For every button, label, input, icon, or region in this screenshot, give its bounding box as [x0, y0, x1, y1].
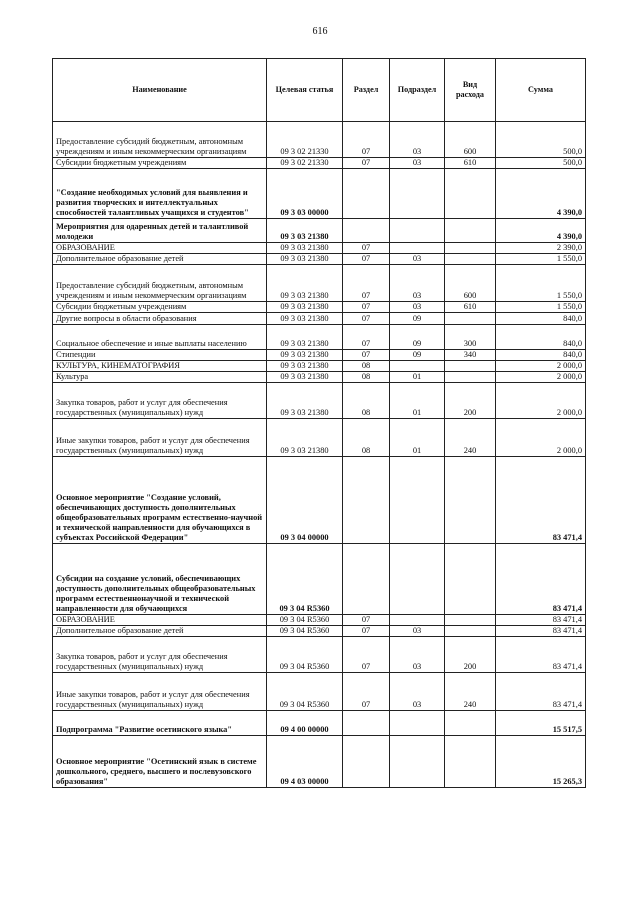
row-section-cell: 07: [343, 313, 390, 325]
row-target-article-cell: 09 4 00 00000: [267, 711, 343, 736]
row-target-article-cell: 09 3 03 21380: [267, 302, 343, 313]
row-name-cell: Мероприятия для одаренных детей и талантливой молодежи: [53, 219, 267, 243]
table-row: [53, 313, 586, 325]
row-target-article-cell: 09 3 03 21380: [267, 219, 343, 243]
table-row: [53, 302, 586, 313]
row-expense-type-cell: 200: [445, 383, 496, 419]
row-section-cell: 08: [343, 383, 390, 419]
row-name-cell: "Создание необходимых условий для выявления и развития творческих и интеллектуальных способностей талантливых учащихся и студентов": [53, 169, 267, 219]
row-name-cell: Социальное обеспечение и иные выплаты населению: [53, 325, 267, 350]
row-section-cell: 07: [343, 158, 390, 169]
row-name-cell: Субсидии на создание условий, обеспечивающих доступность дополнительных общеобразовательных программ естественнонаучной и технической направленности для обучающихся: [53, 544, 267, 615]
table-row: [53, 219, 586, 243]
row-target-article-cell: 09 3 03 21380: [267, 313, 343, 325]
column-header-subsection: Подраздел: [390, 59, 445, 122]
row-name-cell: Подпрограмма "Развитие осетинского языка": [53, 711, 267, 736]
row-name-cell: Субсидии бюджетным учреждениям: [53, 302, 267, 313]
row-expense-type-cell: [445, 243, 496, 254]
row-expense-type-cell: [445, 711, 496, 736]
row-name-cell: Культура: [53, 372, 267, 383]
row-expense-type-cell: 240: [445, 419, 496, 457]
row-sum-cell: 83 471,4: [496, 544, 586, 615]
row-section-cell: [343, 219, 390, 243]
row-expense-type-cell: 600: [445, 265, 496, 302]
row-sum-cell: 2 000,0: [496, 383, 586, 419]
row-expense-type-cell: [445, 626, 496, 637]
column-header-target-article: Целевая статья: [267, 59, 343, 122]
table-row: [53, 372, 586, 383]
row-sum-cell: 4 390,0: [496, 169, 586, 219]
row-sum-cell: 500,0: [496, 122, 586, 158]
row-sum-cell: 1 550,0: [496, 254, 586, 265]
row-expense-type-cell: [445, 736, 496, 788]
table-row: [53, 383, 586, 419]
row-subsection-cell: [390, 615, 445, 626]
row-subsection-cell: 03: [390, 158, 445, 169]
row-target-article-cell: 09 3 02 21330: [267, 122, 343, 158]
table-row: [53, 615, 586, 626]
row-sum-cell: 4 390,0: [496, 219, 586, 243]
row-name-cell: КУЛЬТУРА, КИНЕМАТОГРАФИЯ: [53, 361, 267, 372]
row-expense-type-cell: 610: [445, 158, 496, 169]
row-subsection-cell: 01: [390, 419, 445, 457]
row-section-cell: 07: [343, 626, 390, 637]
row-target-article-cell: 09 3 03 21380: [267, 254, 343, 265]
row-subsection-cell: 03: [390, 122, 445, 158]
row-target-article-cell: 09 3 02 21330: [267, 158, 343, 169]
row-target-article-cell: 09 3 04 R5360: [267, 637, 343, 673]
row-section-cell: 07: [343, 350, 390, 361]
row-name-cell: Стипендии: [53, 350, 267, 361]
row-name-cell: Дополнительное образование детей: [53, 254, 267, 265]
row-expense-type-cell: 600: [445, 122, 496, 158]
row-subsection-cell: 01: [390, 383, 445, 419]
row-expense-type-cell: [445, 169, 496, 219]
row-target-article-cell: 09 4 03 00000: [267, 736, 343, 788]
row-subsection-cell: [390, 169, 445, 219]
table-header-row: [53, 59, 586, 122]
row-expense-type-cell: 340: [445, 350, 496, 361]
row-target-article-cell: 09 3 04 R5360: [267, 615, 343, 626]
table-row: [53, 361, 586, 372]
row-subsection-cell: [390, 361, 445, 372]
row-expense-type-cell: [445, 457, 496, 544]
row-subsection-cell: [390, 736, 445, 788]
table-row: [53, 419, 586, 457]
row-subsection-cell: 01: [390, 372, 445, 383]
row-section-cell: [343, 736, 390, 788]
row-sum-cell: 2 000,0: [496, 361, 586, 372]
page-number: 616: [312, 26, 328, 37]
row-section-cell: 07: [343, 243, 390, 254]
row-sum-cell: 83 471,4: [496, 637, 586, 673]
table-row: [53, 158, 586, 169]
row-sum-cell: 2 000,0: [496, 372, 586, 383]
row-sum-cell: 2 390,0: [496, 243, 586, 254]
row-sum-cell: 2 000,0: [496, 419, 586, 457]
row-section-cell: 08: [343, 361, 390, 372]
row-sum-cell: 83 471,4: [496, 626, 586, 637]
row-expense-type-cell: 200: [445, 637, 496, 673]
row-subsection-cell: [390, 544, 445, 615]
row-expense-type-cell: [445, 615, 496, 626]
row-target-article-cell: 09 3 03 21380: [267, 372, 343, 383]
row-sum-cell: 83 471,4: [496, 673, 586, 711]
row-subsection-cell: [390, 219, 445, 243]
column-header-section: Раздел: [343, 59, 390, 122]
row-target-article-cell: 09 3 03 21380: [267, 419, 343, 457]
row-target-article-cell: 09 3 04 00000: [267, 457, 343, 544]
table-row: [53, 350, 586, 361]
row-sum-cell: 840,0: [496, 350, 586, 361]
row-sum-cell: 83 471,4: [496, 615, 586, 626]
row-name-cell: Дополнительное образование детей: [53, 626, 267, 637]
column-header-expense-type: Вид расхода: [445, 59, 496, 122]
row-expense-type-cell: 240: [445, 673, 496, 711]
row-target-article-cell: 09 3 04 R5360: [267, 626, 343, 637]
table-row: [53, 325, 586, 350]
row-name-cell: ОБРАЗОВАНИЕ: [53, 243, 267, 254]
row-section-cell: 07: [343, 615, 390, 626]
row-subsection-cell: [390, 711, 445, 736]
row-subsection-cell: 03: [390, 254, 445, 265]
row-target-article-cell: 09 3 03 21380: [267, 361, 343, 372]
row-target-article-cell: 09 3 03 21380: [267, 325, 343, 350]
table-row: [53, 243, 586, 254]
row-name-cell: Иные закупки товаров, работ и услуг для обеспечения государственных (муниципальных) нужд: [53, 673, 267, 711]
row-section-cell: 07: [343, 637, 390, 673]
row-target-article-cell: 09 3 03 21380: [267, 265, 343, 302]
row-name-cell: Основное мероприятие "Осетинский язык в системе дошкольного, среднего, высшего и послевузовского образования": [53, 736, 267, 788]
column-header-name: Наименование: [53, 59, 267, 122]
table-row: [53, 169, 586, 219]
row-section-cell: [343, 457, 390, 544]
column-header-sum: Сумма: [496, 59, 586, 122]
row-expense-type-cell: [445, 361, 496, 372]
row-name-cell: Предоставление субсидий бюджетным, автономным учреждениям и иным некоммерческим организациям: [53, 265, 267, 302]
row-name-cell: Основное мероприятие "Создание условий, обеспечивающих доступность дополнительных общеобразовательных программ естественно-научной и технической направленности для обучающихся в субъектах Российской Федерации": [53, 457, 267, 544]
table-body: [53, 122, 586, 788]
row-target-article-cell: 09 3 03 21380: [267, 243, 343, 254]
row-target-article-cell: 09 3 04 R5360: [267, 544, 343, 615]
row-subsection-cell: 09: [390, 325, 445, 350]
row-subsection-cell: 03: [390, 637, 445, 673]
row-section-cell: [343, 711, 390, 736]
row-sum-cell: 1 550,0: [496, 302, 586, 313]
row-sum-cell: 840,0: [496, 325, 586, 350]
row-sum-cell: 83 471,4: [496, 457, 586, 544]
row-section-cell: [343, 169, 390, 219]
row-section-cell: 07: [343, 673, 390, 711]
row-subsection-cell: 03: [390, 302, 445, 313]
row-target-article-cell: 09 3 03 21380: [267, 350, 343, 361]
row-name-cell: Закупка товаров, работ и услуг для обеспечения государственных (муниципальных) нужд: [53, 637, 267, 673]
row-subsection-cell: [390, 243, 445, 254]
row-name-cell: Другие вопросы в области образования: [53, 313, 267, 325]
row-section-cell: 07: [343, 302, 390, 313]
row-section-cell: 07: [343, 325, 390, 350]
row-section-cell: 07: [343, 265, 390, 302]
budget-table: [52, 58, 586, 788]
table-row: [53, 544, 586, 615]
row-expense-type-cell: 300: [445, 325, 496, 350]
row-sum-cell: 840,0: [496, 313, 586, 325]
row-section-cell: 07: [343, 254, 390, 265]
row-sum-cell: 15 265,3: [496, 736, 586, 788]
row-name-cell: Закупка товаров, работ и услуг для обеспечения государственных (муниципальных) нужд: [53, 383, 267, 419]
row-section-cell: 08: [343, 419, 390, 457]
table-row: [53, 122, 586, 158]
row-sum-cell: 15 517,5: [496, 711, 586, 736]
table-row: [53, 673, 586, 711]
row-subsection-cell: [390, 457, 445, 544]
row-expense-type-cell: [445, 254, 496, 265]
table-row: [53, 626, 586, 637]
row-expense-type-cell: 610: [445, 302, 496, 313]
row-expense-type-cell: [445, 544, 496, 615]
table-row: [53, 736, 586, 788]
table-row: [53, 265, 586, 302]
table-row: [53, 637, 586, 673]
table-row: [53, 711, 586, 736]
row-subsection-cell: 03: [390, 626, 445, 637]
row-expense-type-cell: [445, 372, 496, 383]
row-subsection-cell: 09: [390, 350, 445, 361]
table-row: [53, 457, 586, 544]
row-name-cell: Предоставление субсидий бюджетным, автономным учреждениям и иным некоммерческим организациям: [53, 122, 267, 158]
row-subsection-cell: 03: [390, 265, 445, 302]
row-subsection-cell: 03: [390, 673, 445, 711]
row-sum-cell: 500,0: [496, 158, 586, 169]
row-section-cell: 08: [343, 372, 390, 383]
row-subsection-cell: 09: [390, 313, 445, 325]
row-sum-cell: 1 550,0: [496, 265, 586, 302]
table-row: [53, 254, 586, 265]
row-target-article-cell: 09 3 03 21380: [267, 383, 343, 419]
row-name-cell: ОБРАЗОВАНИЕ: [53, 615, 267, 626]
row-target-article-cell: 09 3 04 R5360: [267, 673, 343, 711]
row-target-article-cell: 09 3 03 00000: [267, 169, 343, 219]
row-section-cell: [343, 544, 390, 615]
row-name-cell: Субсидии бюджетным учреждениям: [53, 158, 267, 169]
row-name-cell: Иные закупки товаров, работ и услуг для обеспечения государственных (муниципальных) нужд: [53, 419, 267, 457]
row-expense-type-cell: [445, 219, 496, 243]
row-expense-type-cell: [445, 313, 496, 325]
row-section-cell: 07: [343, 122, 390, 158]
